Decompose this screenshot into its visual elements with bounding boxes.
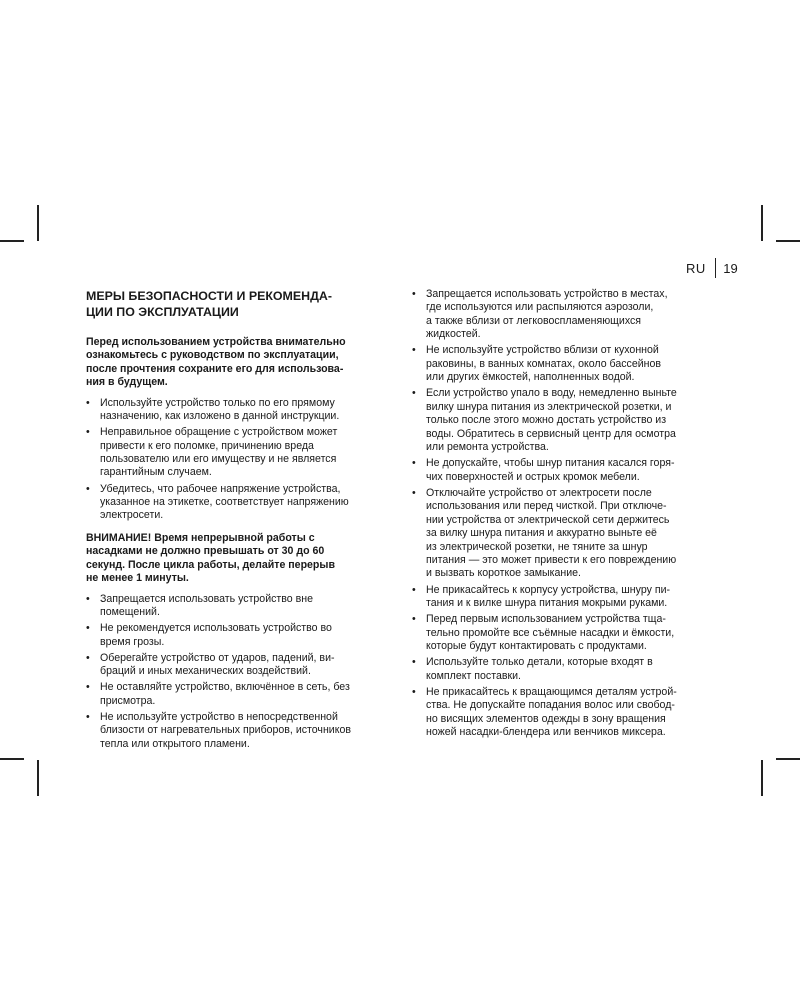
safety-list-2 [86,593,386,752]
list-item: • Не оставляйте устройство, включённое в сеть, без присмотра. [86,681,386,708]
list-item: • Не используйте устройство в непосредственной близости от нагревательных приборов, источников тепла или открытого пламени. [86,711,386,751]
language-code: RU [686,260,706,276]
crop-mark-top-left-horizontal [0,240,24,242]
header-divider [715,258,717,278]
left-column [86,288,386,754]
warning-paragraph: ВНИМАНИЕ! Время непрерывной работы с насадками не должно превышать от 30 до 60 секунд. После цикла работы, делайте перерыв не менее 1 минуты. [86,531,335,585]
lead-paragraph: Перед использованием устройства внимательно ознакомьтесь с руководством по эксплуатации, после прочтения сохраните его для использова- ния в будущем. [86,336,346,389]
list-item: • Не прикасайтесь к корпусу устройства, шнуру пи- тания и к вилке шнура питания мокрыми руками. [412,584,718,611]
crop-mark-bottom-right-horizontal [776,758,800,760]
safety-list-3 [412,288,718,739]
list-item: • Убедитесь, что рабочее напряжение устройства, указанное на этикетке, соответствует напряжению электросети. [86,483,386,523]
list-item: • Не рекомендуется использовать устройство во время грозы. [86,622,386,649]
list-item: • Используйте только детали, которые входят в комплект поставки. [412,656,718,683]
right-column [412,288,718,742]
page-header [686,258,738,278]
list-item: • Отключайте устройство от электросети после использования или перед чисткой. При отключе- нии устройства от электрической сети держитесь за вилку шнура питания и аккуратно выньте её из электрической розетки, не тяните за шнур питания — это может привести к его повреждению и вызвать короткое замыкание. [412,487,718,581]
crop-mark-top-right-horizontal [776,240,800,242]
list-item: • Запрещается использовать устройство в местах, где используются или распыляются аэрозоли, а также вблизи от легковоспламеняющихся жидкостей. [412,288,718,342]
crop-mark-top-right-vertical [761,205,763,241]
list-item: • Не используйте устройство вблизи от кухонной раковины, в ванных комнатах, около бассейнов или других ёмкостей, наполненных водой. [412,344,718,384]
list-item: • Если устройство упало в воду, немедленно выньте вилку шнура питания из электрической розетки, и только после этого можно достать устройство из воды. Обратитесь в сервисный центр для осмотра или ремонта устройства. [412,387,718,454]
crop-mark-bottom-right-vertical [761,760,763,796]
page-number: 19 [723,260,738,276]
crop-mark-bottom-left-vertical [37,760,39,796]
safety-list-1 [86,397,386,523]
list-item: • Не прикасайтесь к вращающимся деталям устрой- ства. Не допускайте попадания волос или свобод- но висящих элементов одежды в зону вращения ножей насадки-блендера или венчиков миксера. [412,686,718,740]
list-item: • Запрещается использовать устройство вне помещений. [86,593,386,620]
list-item: • Не допускайте, чтобы шнур питания касался горя- чих поверхностей и острых кромок мебели. [412,457,718,484]
crop-mark-bottom-left-horizontal [0,758,24,760]
section-title: МЕРЫ БЕЗОПАСНОСТИ И РЕКОМЕНДА- ЦИИ ПО ЭКСПЛУАТАЦИИ [86,289,332,319]
list-item: • Оберегайте устройство от ударов, падений, ви- браций и иных механических воздействий. [86,652,386,679]
list-item: • Неправильное обращение с устройством может привести к его поломке, причинению вреда пользователю или его имуществу и не является гарантийным случаем. [86,426,386,480]
list-item: • Перед первым использованием устройства тща- тельно промойте все съёмные насадки и ёмкости, которые будут контактировать с продуктами. [412,613,718,653]
list-item: • Используйте устройство только по его прямому назначению, как изложено в данной инструкции. [86,397,386,424]
crop-mark-top-left-vertical [37,205,39,241]
